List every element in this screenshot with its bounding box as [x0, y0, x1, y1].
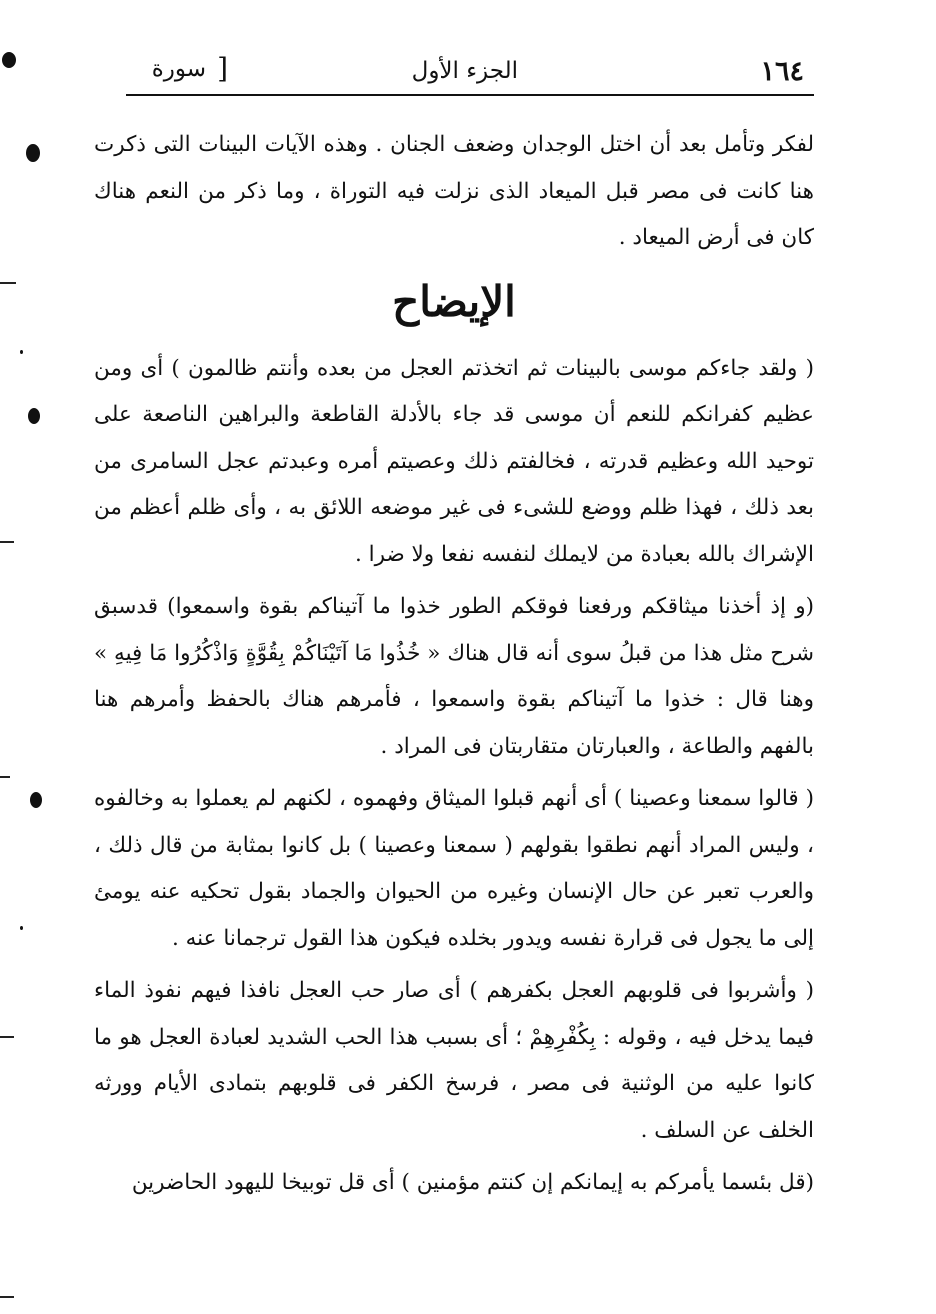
paragraph-5: (قل بئسما يأمركم به إيمانكم إن كنتم مؤمنين ) أى قل توبيخا لليهود الحاضرين: [131, 1170, 814, 1195]
scan-mark: [0, 1296, 14, 1298]
paragraph-1: ( ولقد جاءكم موسى بالبينات ثم اتخذتم العجل من بعده وأنتم ظالمون ) أى ومن عظيم كفرانكم للنعم أن موسى قد جاء بالأدلة القاطعة والبراهين الناصعة على توحيد الله وعظيم قدرته ، فخالفتم ذلك وعصيتم أمره وعبدتم عجل السامرى من بعد ذلك ، فهذا ظلم ووضع للشىء فى غير موضعه اللائق به ، وأى ظلم أعظم من الإشراك بالله بعبادة من لايملك لنفسه نفعا ولا ضرا .: [94, 355, 814, 567]
scan-mark: [0, 776, 10, 778]
running-head: الجزء الأول: [411, 58, 518, 84]
intro-paragraph: لفكر وتأمل بعد أن اختل الوجدان وضعف الجنان . وهذه الآيات البينات التى ذكرت هنا كانت فى مصر قبل الميعاد الذى نزلت فيه التوراة ، وما ذكر من النعم هناك كان فى أرض الميعاد .: [94, 132, 814, 250]
scan-mark: [0, 282, 16, 284]
page-number: ١٦٤: [760, 56, 804, 87]
header-rule: [126, 94, 814, 96]
scan-speck: [26, 144, 40, 162]
surah-bracket: [: [217, 52, 228, 85]
scan-speck: [28, 408, 40, 424]
surah-label: سورة: [151, 56, 206, 82]
scan-speck: [20, 926, 23, 930]
paragraph-4: ( وأشربوا فى قلوبهم العجل بكفرهم ) أى صار حب العجل نافذا فيهم نفوذ الماء فيما يدخل فيه ، وقوله : بِكُفْرِهِمْ ؛ أى بسبب هذا الحب الشديد لعبادة العجل هو ما كانوا عليه من الوثنية فى مصر ، فرسخ الكفر فى قلوبهم بتمادى الأيام وورثه الخلف عن السلف .: [94, 978, 815, 1143]
scan-speck: [30, 792, 42, 808]
paragraph-2: (و إذ أخذنا ميثاقكم ورفعنا فوقكم الطور خذوا ما آتيناكم بقوة واسمعوا) قدسبق شرح مثل هذا من قبلُ سوى أنه قال هناك « خُذُوا مَا آتَيْنَاكُمْ بِقُوَّةٍ وَاذْكُرُوا مَا فِيهِ » وهنا قال : خذوا ما آتيناكم بقوة واسمعوا ، فأمرهم هناك بالحفظ وأمرهم هنا بالفهم والطاعة ، والعبارتان متقاربتان فى المراد .: [94, 594, 814, 759]
section-title: الإيضاح: [392, 276, 516, 326]
scan-speck: [20, 350, 23, 354]
scan-mark: [0, 1036, 14, 1038]
paragraph-3: ( قالوا سمعنا وعصينا ) أى أنهم قبلوا الميثاق وفهموه ، لكنهم لم يعملوا به وخالفوه ، وليس المراد أنهم نطقوا بقولهم ( سمعنا وعصينا ) بل كانوا بمثابة من قال ذلك ، والعرب تعبر عن حال الإنسان وغيره من الحيوان والجماد بقول تحكيه عنه يومئ إلى ما يجول فى قرارة نفسه ويدور بخلده فيكون هذا القول ترجمانا عنه .: [94, 786, 814, 951]
scan-mark: [0, 541, 14, 543]
page-header: [126, 52, 816, 92]
page-body: [94, 122, 814, 1207]
scan-speck: [2, 52, 16, 68]
